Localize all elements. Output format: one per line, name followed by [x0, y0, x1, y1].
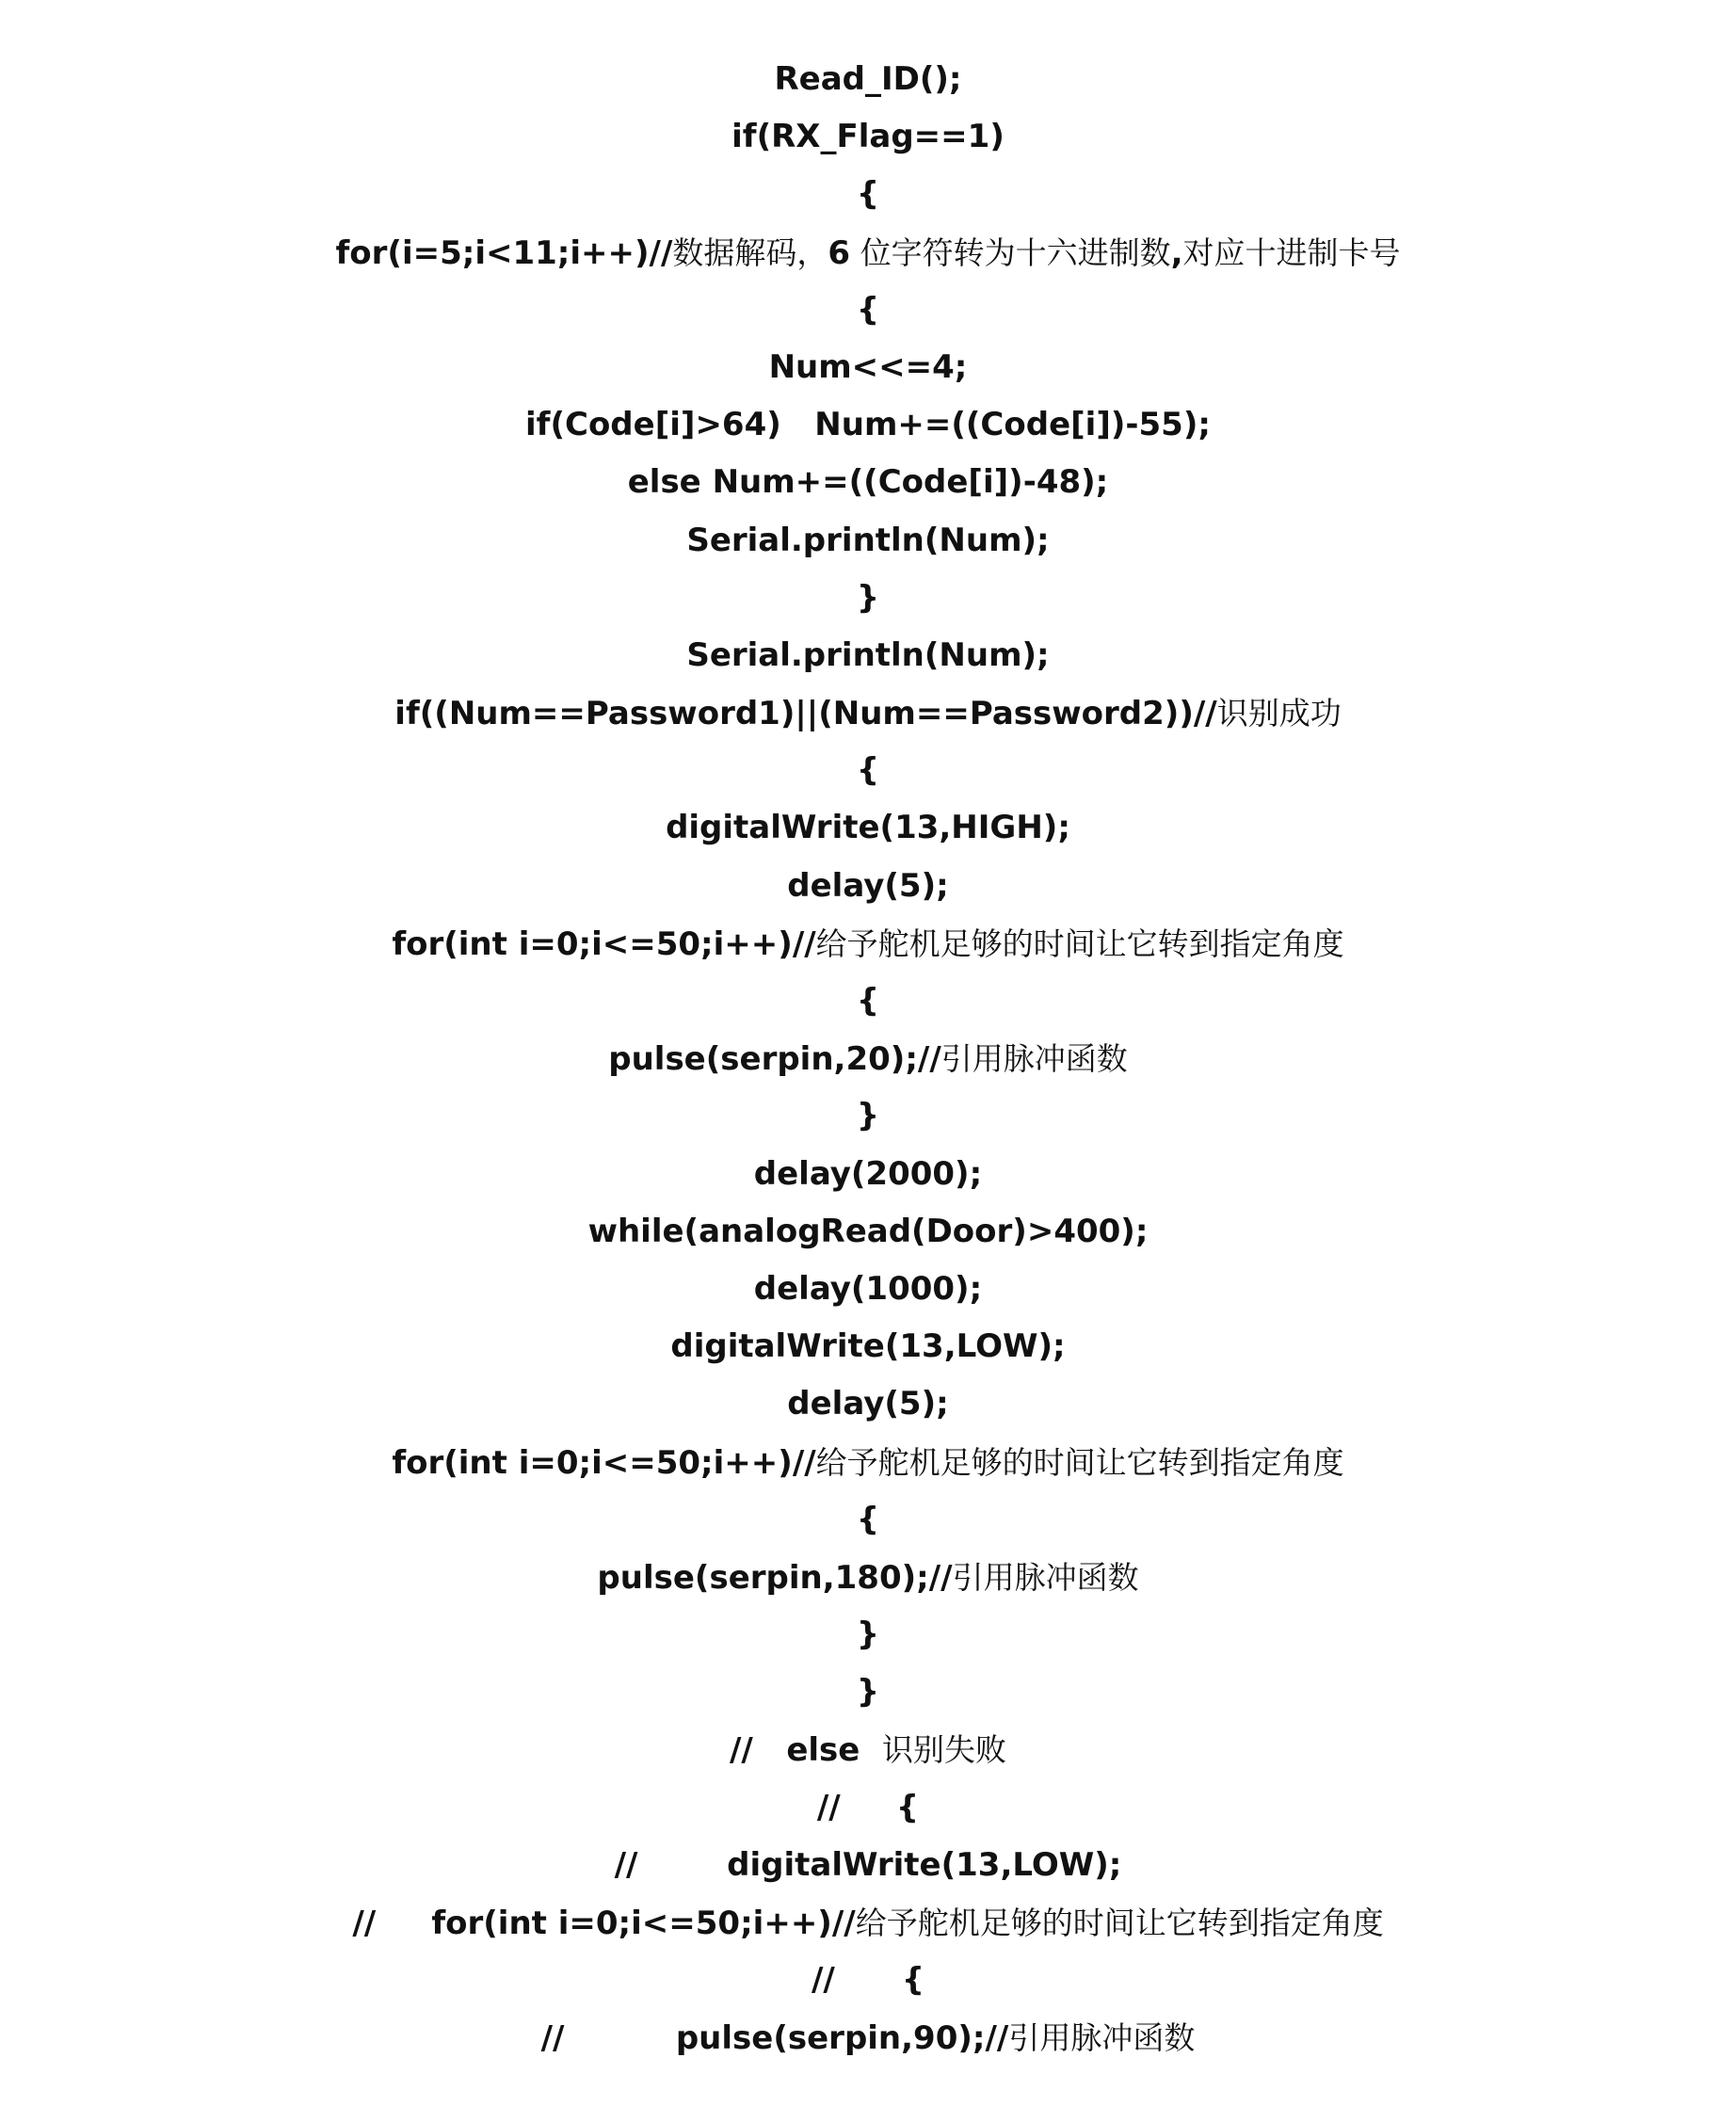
code-line — [0, 1203, 1736, 1261]
code-text: if(Code[i]>64) Num+=((Code[i])-55); — [525, 406, 1211, 444]
code-text: // { — [816, 1788, 920, 1826]
code-text: for(i=5;i<11;i++)// — [335, 233, 673, 272]
code-text: digitalWrite(13,LOW); — [670, 1327, 1066, 1366]
code-line — [0, 742, 1736, 799]
code-line — [0, 1375, 1736, 1433]
code-line — [0, 1779, 1736, 1837]
code-text: while(analogRead(Door)>400); — [587, 1212, 1149, 1250]
code-text: digitalWrite(13,HIGH); — [666, 809, 1070, 847]
code-line — [0, 281, 1736, 339]
code-line — [0, 51, 1736, 108]
comment-text: 给予舵机足够的时间让它转到指定角度 — [855, 1905, 1384, 1941]
code-text: { — [856, 982, 880, 1020]
code-line — [0, 1491, 1736, 1549]
comment-text: 给予舵机足够的时间让它转到指定角度 — [815, 1443, 1344, 1481]
code-text: Num<<=4; — [768, 347, 968, 386]
comment-text: 给予舵机足够的时间让它转到指定角度 — [815, 924, 1344, 962]
code-line — [0, 1549, 1736, 1606]
code-text: delay(5); — [787, 1385, 949, 1423]
code-line — [0, 1837, 1736, 1894]
code-text: for(int i=0;i<=50;i++)// — [392, 1443, 816, 1482]
code-line — [0, 1087, 1736, 1145]
code-line — [0, 1030, 1736, 1087]
comment-text: 识别失败 — [882, 1731, 1007, 1769]
code-line — [0, 684, 1736, 742]
code-text: { — [856, 751, 880, 790]
code-line — [0, 512, 1736, 570]
comment-text: 对应十进制卡号 — [1182, 233, 1401, 271]
code-line — [0, 396, 1736, 454]
code-line — [0, 224, 1736, 281]
code-listing — [0, 51, 1736, 2067]
code-line — [0, 454, 1736, 511]
code-text: for(int i=0;i<=50;i++)// — [392, 924, 816, 963]
code-line — [0, 1721, 1736, 1778]
code-text: // pulse(serpin,90);// — [540, 2019, 1009, 2058]
code-line — [0, 166, 1736, 223]
code-line — [0, 108, 1736, 166]
code-line — [0, 1146, 1736, 1203]
code-text: } — [856, 1673, 880, 1712]
code-line — [0, 1952, 1736, 2009]
code-text: // else — [729, 1731, 883, 1770]
code-text: { — [856, 175, 880, 214]
code-line — [0, 1894, 1736, 1952]
code-text: if(RX_Flag==1) — [731, 118, 1005, 156]
code-text: Serial.println(Num); — [686, 521, 1050, 559]
comment-text: 位字符转为十六进制数 — [850, 233, 1171, 271]
code-text: delay(1000); — [753, 1269, 983, 1308]
code-text: pulse(serpin,20);// — [608, 1040, 941, 1079]
code-text: { — [856, 1500, 880, 1538]
code-text: // digitalWrite(13,LOW); — [614, 1845, 1122, 1884]
code-text: Read_ID(); — [774, 60, 962, 98]
code-line — [0, 627, 1736, 684]
comment-text: 引用脉冲函数 — [952, 1558, 1139, 1596]
code-line — [0, 858, 1736, 915]
comment-text: 识别成功 — [1216, 695, 1342, 732]
code-text: } — [856, 1616, 880, 1654]
code-text: 6 — [828, 233, 851, 272]
code-line — [0, 973, 1736, 1030]
code-line — [0, 1261, 1736, 1318]
comment-text: 引用脉冲函数 — [940, 1040, 1128, 1078]
code-text: // { — [811, 1961, 925, 2000]
code-text: if((Num==Password1)||(Num==Password2))// — [394, 695, 1217, 733]
code-text: , — [1170, 233, 1183, 272]
code-line — [0, 1318, 1736, 1375]
code-text: delay(5); — [787, 866, 949, 905]
code-line — [0, 1664, 1736, 1721]
code-line — [0, 1434, 1736, 1491]
comment-text: 数据解码， — [672, 233, 828, 271]
code-text: Serial.println(Num); — [686, 635, 1050, 674]
code-text: delay(2000); — [753, 1154, 983, 1193]
code-line — [0, 570, 1736, 627]
code-text: // for(int i=0;i<=50;i++)// — [352, 1905, 856, 1942]
code-line — [0, 2009, 1736, 2066]
code-text: } — [856, 1097, 880, 1135]
code-text: else Num+=((Code[i])-48); — [627, 463, 1109, 502]
code-text: { — [856, 290, 880, 329]
code-line — [0, 1606, 1736, 1664]
code-line — [0, 799, 1736, 857]
comment-text: 引用脉冲函数 — [1008, 2019, 1196, 2057]
code-line — [0, 915, 1736, 973]
code-text: } — [856, 578, 880, 617]
code-line — [0, 339, 1736, 396]
code-text: pulse(serpin,180);// — [597, 1558, 953, 1597]
